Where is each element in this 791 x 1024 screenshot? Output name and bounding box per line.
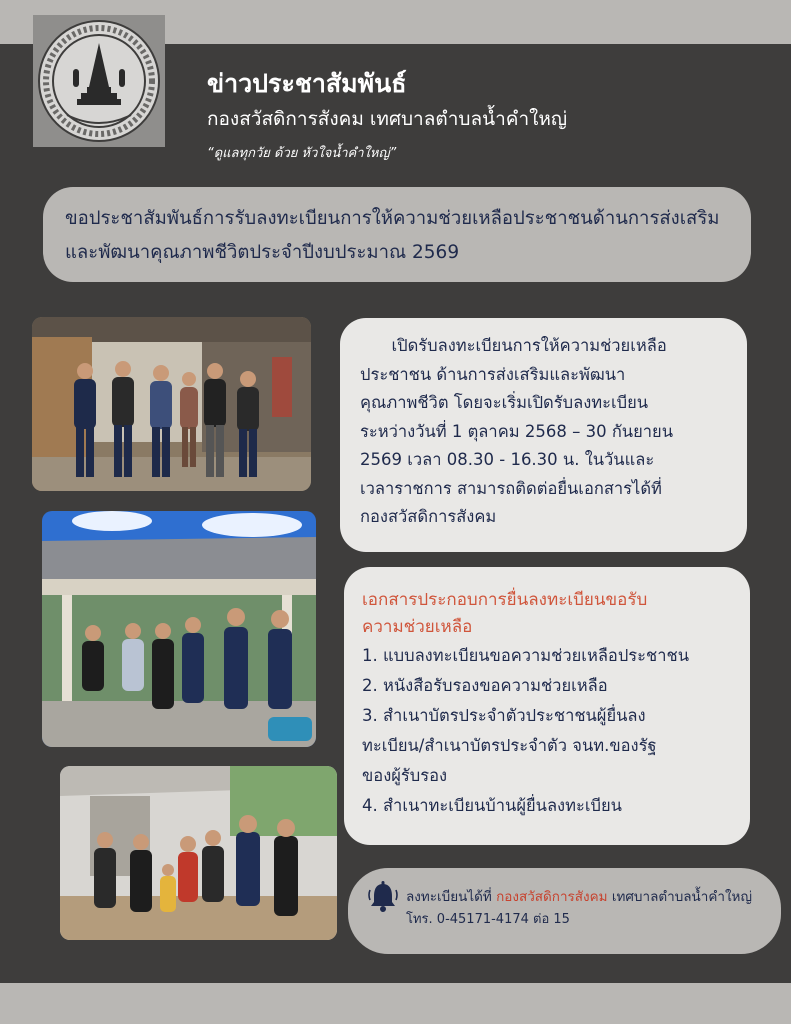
documents-list-item: 1. แบบลงทะเบียนขอความช่วยเหลือประชาชน (362, 646, 689, 665)
seal-icon (37, 19, 161, 143)
announcement-line: ประชาชน ด้านการส่งเสริมและพัฒนา (360, 364, 626, 384)
contact-highlight: กองสวัสดิการสังคม (496, 889, 608, 905)
header-subtitle: กองสวัสดิการสังคม เทศบาลตำบลน้ำคำใหญ่ (207, 108, 568, 130)
contact-suffix: เทศบาลตำบลน้ำคำใหญ่ (607, 889, 752, 905)
activity-photo-2 (42, 511, 316, 747)
documents-title (362, 587, 740, 641)
municipality-seal-logo (33, 15, 165, 147)
announcement-line: เปิดรับลงทะเบียนการให้ความช่วยเหลือ (360, 336, 667, 355)
documents-card (344, 567, 750, 845)
documents-title-line: เอกสารประกอบการยื่นลงทะเบียนขอรับ (362, 590, 648, 610)
bottom-band (0, 983, 791, 1024)
documents-list-item: ทะเบียน/สำเนาบัตรประจำตัว จนท.ของรัฐ (362, 736, 657, 755)
header-title: ข่าวประชาสัมพันธ์ (207, 69, 407, 98)
documents-list-item: 4. สำเนาทะเบียนบ้านผู้ยื่นลงทะเบียน (362, 796, 622, 815)
contact-prefix: ลงทะเบียนได้ที่ (406, 889, 497, 905)
documents-list-item: ของผู้รับรอง (362, 766, 448, 785)
announcement-line: เวลาราชการ สามารถติดต่อยื่นเอกสารได้ที่ (360, 478, 662, 498)
contact-phone: โทร. 0-45171-4174 ต่อ 15 (406, 912, 570, 927)
announcement-text (360, 332, 735, 532)
documents-list-item: 3. สำเนาบัตรประจำตัวประชาชนผู้ยื่นลง (362, 706, 646, 725)
headline-line-1: ขอประชาสัมพันธ์การรับลงทะเบียนการให้ความช่วยเหลือประชาชนด้านการส่งเสริม (65, 208, 720, 229)
headline-line-2: และพัฒนาคุณภาพชีวิตประจำปีงบประมาณ 2569 (65, 242, 460, 263)
headline-banner (43, 187, 751, 282)
activity-photo-1 (32, 317, 311, 491)
announcement-line: กองสวัสดิการสังคม (360, 507, 497, 526)
announcement-card (340, 318, 747, 552)
bell-icon (368, 880, 398, 914)
documents-title-line: ความช่วยเหลือ (362, 617, 473, 637)
announcement-line: คุณภาพชีวิต โดยจะเริ่มเปิดรับลงทะเบียน (360, 393, 649, 412)
documents-list-item: 2. หนังสือรับรองขอความช่วยเหลือ (362, 676, 608, 695)
header-slogan: “ดูแลทุกวัย ด้วย หัวใจน้ำคำใหญ่” (207, 146, 397, 161)
announcement-line: 2569 เวลา 08.30 - 16.30 น. ในวันและ (360, 450, 655, 469)
announcement-line: ระหว่างวันที่ 1 ตุลาคม 2568 – 30 กันยายน (360, 421, 673, 441)
activity-photo-3 (60, 766, 337, 940)
contact-card (348, 868, 781, 954)
contact-location (406, 885, 752, 907)
